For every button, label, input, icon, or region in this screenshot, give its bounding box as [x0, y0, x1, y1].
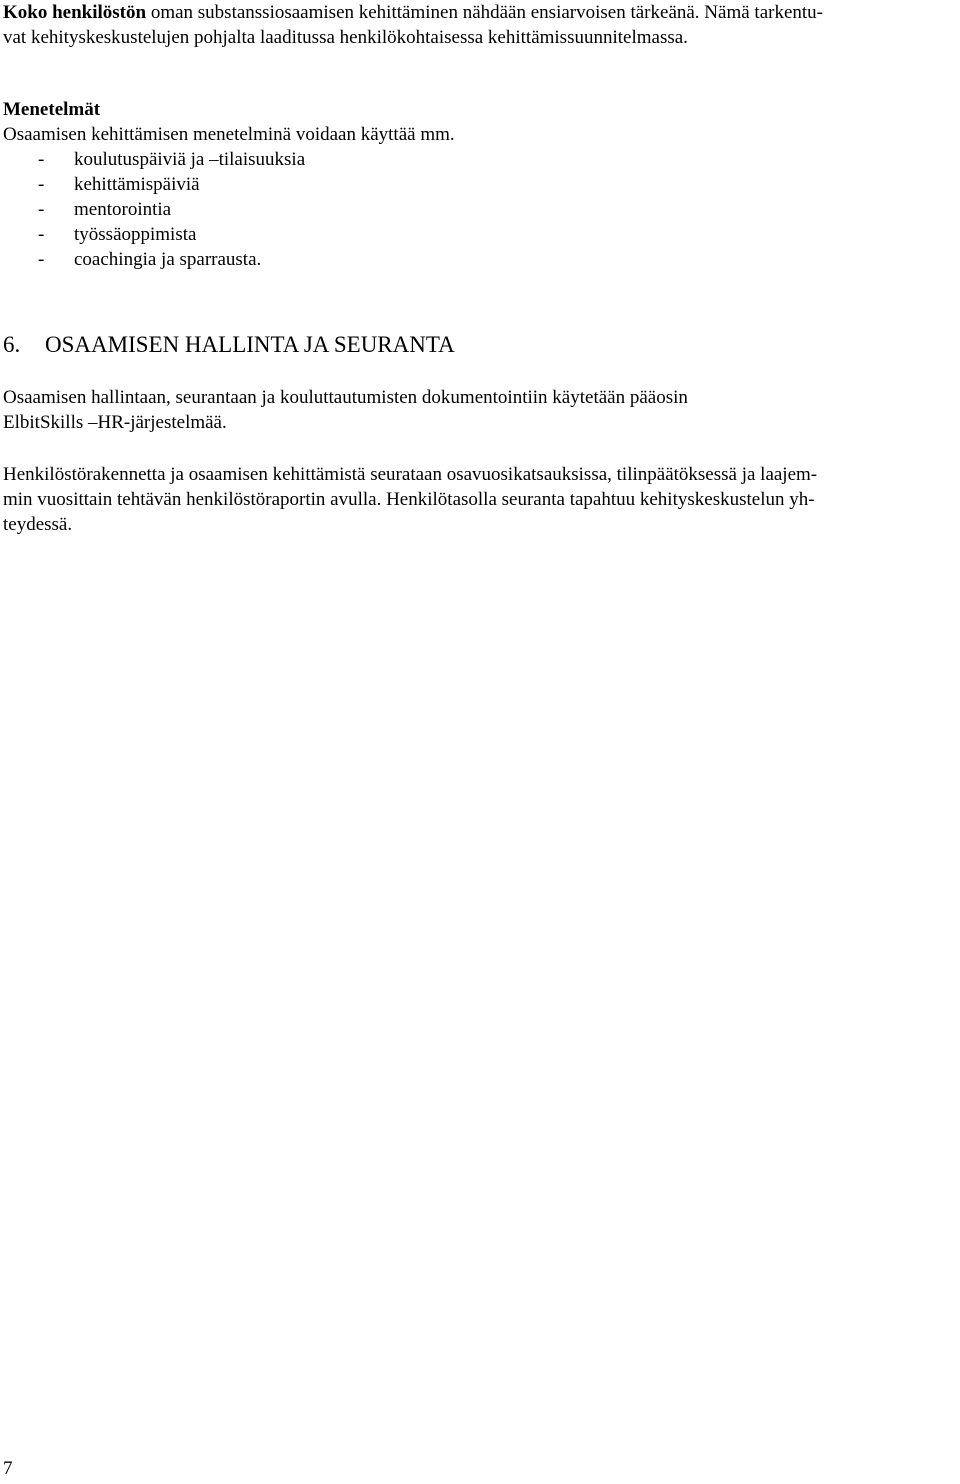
list-item [3, 197, 955, 222]
intro-line-1 [3, 0, 955, 25]
methods-list [3, 147, 955, 272]
list-dash: - [38, 174, 45, 195]
list-item [3, 147, 955, 172]
methods-section [3, 97, 955, 272]
paragraph-1-line-2: ElbitSkills –HR-järjestelmää. [3, 412, 227, 433]
intro-paragraph [3, 0, 955, 50]
list-item-text: työssäoppimista [74, 224, 197, 245]
list-dash: - [38, 199, 45, 220]
section-6 [3, 331, 955, 359]
paragraph-1-line-1: Osaamisen hallintaan, seurantaan ja kouluttautumisten dokumentointiin käytetään pääosin [3, 387, 688, 408]
list-item [3, 247, 955, 272]
list-dash: - [38, 249, 45, 270]
section-title: OSAAMISEN HALLINTA JA SEURANTA [45, 332, 455, 357]
paragraph-2-line-1: Henkilöstörakennetta ja osaamisen kehittämistä seurataan osavuosikatsauksissa, tilinpäätöksessä ja laajem- [3, 464, 818, 485]
list-item-text: mentorointia [74, 199, 172, 220]
methods-heading: Menetelmät [3, 99, 101, 120]
section-heading [3, 331, 955, 359]
section-6-paragraph-2 [3, 462, 955, 537]
section-6-paragraph-1 [3, 385, 955, 435]
section-number: 6. [3, 332, 21, 357]
list-item-text: koulutuspäiviä ja –tilaisuuksia [74, 149, 306, 170]
list-item-text: coachingia ja sparrausta. [74, 249, 262, 270]
intro-lead-bold: Koko henkilöstön [3, 2, 147, 23]
list-dash: - [38, 224, 45, 245]
list-dash: - [38, 149, 45, 170]
paragraph-2-line-3: teydessä. [3, 514, 73, 535]
list-item [3, 172, 955, 197]
methods-lead: Osaamisen kehittämisen menetelminä voidaan käyttää mm. [3, 124, 455, 145]
intro-line-1-rest: oman substanssiosaamisen kehittäminen nähdään ensiarvoisen tärkeänä. Nämä tarkentu- [146, 2, 823, 23]
list-item [3, 222, 955, 247]
intro-line-2: vat kehityskeskustelujen pohjalta laaditussa henkilökohtaisessa kehittämissuunnitelmassa. [3, 27, 688, 48]
list-item-text: kehittämispäiviä [74, 174, 200, 195]
paragraph-2-line-2: min vuosittain tehtävän henkilöstöraportin avulla. Henkilötasolla seuranta tapahtuu kehityskeskustelun yh- [3, 489, 815, 510]
page-number: 7 [3, 1458, 13, 1479]
